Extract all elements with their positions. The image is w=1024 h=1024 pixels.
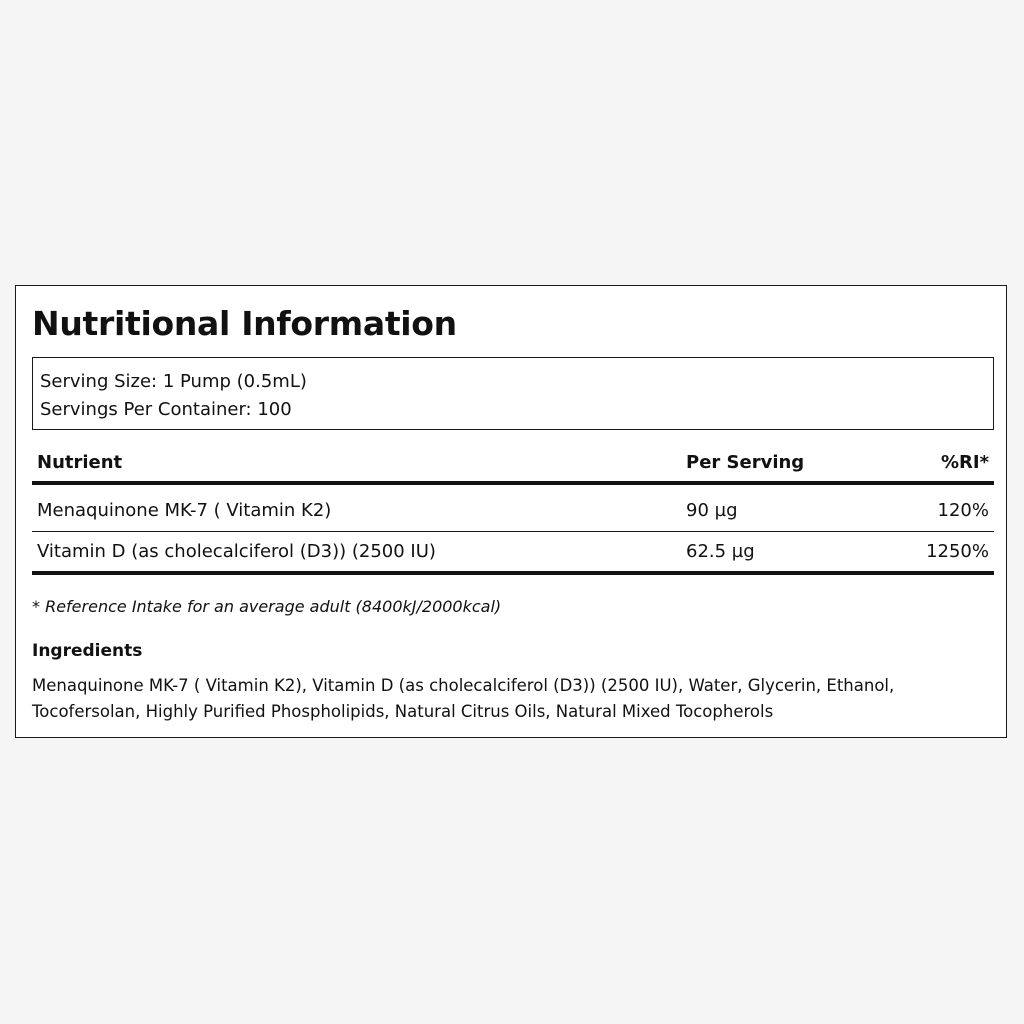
table-row: [32, 532, 994, 575]
serving-size: Serving Size: 1 Pump (0.5mL): [40, 371, 307, 392]
nutrient-ri: 1250%: [926, 541, 989, 562]
table-row: [32, 485, 994, 532]
header-ri: %RI*: [940, 452, 989, 473]
header-nutrient: Nutrient: [37, 452, 123, 473]
nutrient-amount: 62.5 µg: [686, 541, 755, 562]
nutrient-amount: 90 µg: [686, 500, 738, 521]
nutrient-ri: 120%: [937, 500, 989, 521]
table-header-row: [32, 445, 994, 485]
nutrition-panel: [15, 285, 1007, 738]
panel-title: Nutritional Information: [32, 304, 457, 343]
ingredients-heading: Ingredients: [32, 641, 143, 661]
nutrient-table: [32, 445, 994, 575]
nutrient-name: Menaquinone MK-7 ( Vitamin K2): [37, 500, 332, 521]
ingredients-list: Menaquinone MK-7 ( Vitamin K2), Vitamin D (as cholecalciferol (D3)) (2500 IU), Water, Glycerin, Ethanol, Tocofersolan, Highly Purified Phospholipids, Natural Citrus Oils, Natural Mixed Tocopherols: [32, 676, 895, 721]
header-per-serving: Per Serving: [686, 452, 805, 473]
nutrient-name: Vitamin D (as cholecalciferol (D3)) (2500 IU): [37, 541, 436, 562]
servings-per-container: Servings Per Container: 100: [40, 399, 292, 420]
reference-intake-footnote: * Reference Intake for an average adult (8400kJ/2000kcal): [32, 597, 502, 616]
serving-info-box: [32, 357, 994, 430]
